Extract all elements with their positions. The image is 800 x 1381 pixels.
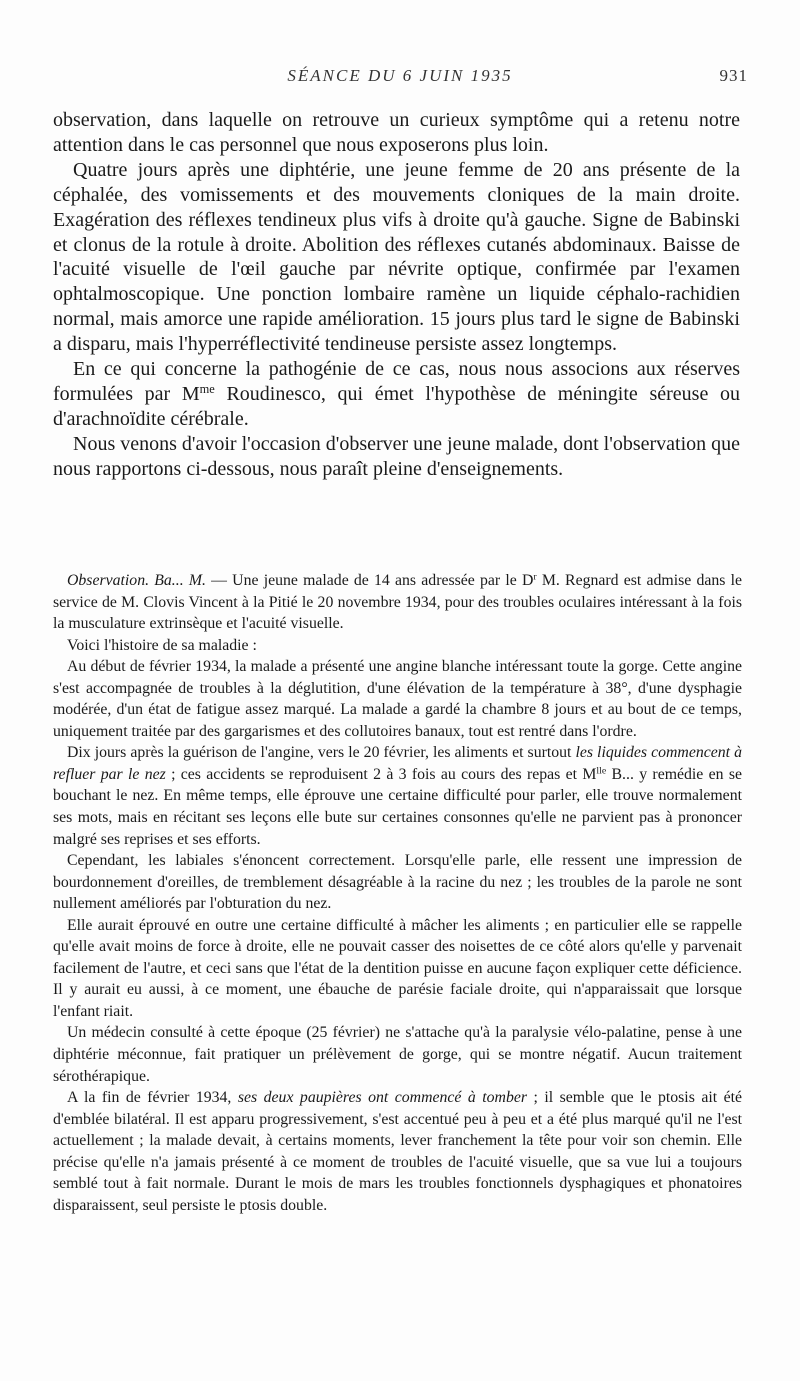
page-number: 931 <box>719 66 748 85</box>
pathogenesis-text-b: Roudinesco, qui émet l'hypothèse de méningite séreuse ou d'arachnoïdite cérébrale. <box>53 382 740 430</box>
paragraph-continuation: observation, dans laquelle on retrouve un curieux symptôme qui a retenu notre attention dans le cas personnel que nous exposerons plus loin. <box>53 109 740 156</box>
observation-label: Observation. Ba... M. <box>67 572 206 589</box>
running-head <box>52 66 748 92</box>
paragraph-introduction: Nous venons d'avoir l'occasion d'observer une jeune malade, dont l'observation que nous rapportons ci-dessous, nous paraît pleine d'enseignements. <box>53 432 741 480</box>
observation-reflux <box>53 742 742 850</box>
paragraph-case-summary: Quatre jours après une diphtérie, une jeune femme de 20 ans présente de la céphalée, des vomissements et des mouvements cloniques de la main droite. Exagération des réflexes tendineux plus vifs à droite qu'à gauche. Signe de Babinski et clonus de la rotule à droite. Abolition des réflexes cutanés abdominaux. Baisse de l'acuité visuelle de l'œil gauche par névrite optique, confirmée par l'examen ophtalmoscopique. Une ponction lombaire ramène un liquide céphalo-rachidien normal, mais amorce une rapide amélioration. 15 jours plus tard le signe de Babinski a disparu, mais l'hyperréflectivité tendineuse persiste assez longtemps. <box>53 158 740 356</box>
observation-text <box>53 570 742 1216</box>
observation-text-a: — Une jeune malade de 14 ans adressée par le D <box>205 572 534 589</box>
reflux-text-a: Dix jours après la guérison de l'angine, vers le 20 février, les aliments et surtout <box>67 744 576 762</box>
observation-chewing: Elle aurait éprouvé en outre une certaine difficulté à mâcher les aliments ; en particulier elle se rappelle qu'elle avait moins de force à droite, elle ne pouvait casser des noisettes de ce côté alors qu'elle y parvenait facilement de l'autre, et ceci sans que l'état de la dentition puisse en aucune façon expliquer cette déficience. Il y aurait eu aussi, à ce moment, une ébauche de parésie faciale droite, qui n'apparaissait que lorsque l'enfant riait. <box>53 916 742 1020</box>
observation-physician: Un médecin consulté à cette époque (25 février) ne s'attache qu'à la paralysie vélo-palatine, pense à une diphtérie méconnue, fait pratiquer un prélèvement de gorge, qui se montre négatif. Aucun traitement sérothérapique. <box>53 1024 742 1085</box>
title-abbrev-sup: me <box>199 382 215 397</box>
observation-angina: Au début de février 1934, la malade a présenté une angine blanche intéressant toute la gorge. Cette angine s'est accompagnée de troubles à la déglutition, d'une élévation de la température à 38°, d'une dysphagie modérée, d'un état de fatigue assez marqué. La malade a gardé la chambre 8 jours et au bout de ce temps, uniquement traitée par des gargarismes et des collutoires banaux, tout est rentré dans l'ordre. <box>53 658 742 740</box>
miss-abbrev-sup: lle <box>596 765 607 777</box>
main-text <box>53 108 740 482</box>
reflux-text-c: B... y remédie en se bouchant le nez. En même temps, elle éprouve une certaine difficulté pour parler, elle trouve normalement ses mots, mais en récitant ses leçons elle bute sur certaines consonnes qu'elle ne parvient pas à prononcer malgré ses reprises et ses efforts. <box>53 765 743 848</box>
paragraph-pathogenesis <box>53 357 740 432</box>
observation-heading-paragraph <box>53 570 742 635</box>
observation-history-intro: Voici l'histoire de sa maladie : <box>67 636 257 654</box>
pathogenesis-text-a: En ce qui concerne la pathogénie de ce cas, nous nous associons aux réserves formulées par M <box>53 358 740 405</box>
doctor-abbrev-sup: r <box>533 571 537 583</box>
running-title: SÉANCE DU 6 JUIN 1935 <box>287 66 513 85</box>
observation-text-b: M. Regnard est admise dans le service de M. Clovis Vincent à la Pitié le 20 novembre 1934, pour des troubles oculaires intéressant à la fois la musculature extrinsèque et l'acuité visuelle. <box>53 572 743 633</box>
ptosis-text-a: A la fin de février 1934, <box>67 1089 238 1107</box>
reflux-text-b: ; ces accidents se reproduisent 2 à 3 fois au cours des repas et M <box>165 765 597 783</box>
observation-labials: Cependant, les labiales s'énoncent correctement. Lorsqu'elle parle, elle ressent une impression de bourdonnement d'oreilles, de tremblement désagréable à la racine du nez ; les troubles de la parole ne sont nullement améliorés par l'obturation du nez. <box>53 852 742 913</box>
observation-ptosis <box>53 1087 742 1216</box>
ptosis-text-b: ; il semble que le ptosis ait été d'emblée bilatéral. Il est apparu progressivement, s'est accentué peu à peu et a été plus marqué qu'il ne l'est actuellement ; la malade devait, à certains moments, lever franchement la tête pour voir son chemin. Elle précise qu'elle n'a jamais présenté à ce moment de troubles de l'acuité visuelle, que sa vue lui a toujours semblé tout à fait normale. Durant le mois de mars les troubles fonctionnels dysphagiques et phonatoires disparaissent, seul persiste le ptosis double. <box>53 1089 742 1214</box>
ptosis-italic: ses deux paupières ont commencé à tomber <box>237 1089 528 1107</box>
reflux-italic: les liquides commencent à refluer par le nez <box>53 744 742 783</box>
